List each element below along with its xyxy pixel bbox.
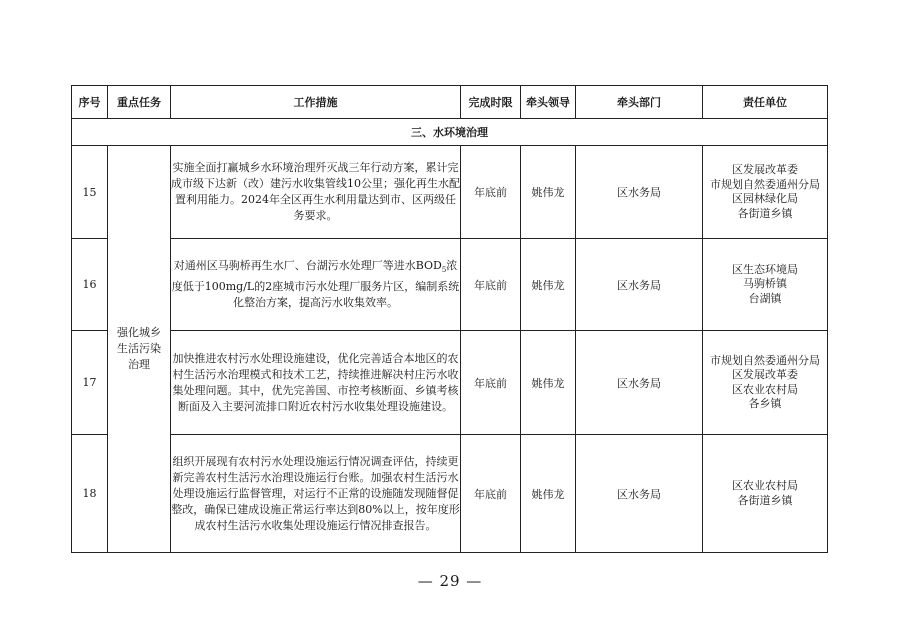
- table-row: [72, 146, 828, 239]
- row-lead-dept: 区水务局: [576, 146, 703, 239]
- header-measures: 工作措施: [171, 86, 461, 119]
- table-header-row: [72, 86, 828, 119]
- header-task: 重点任务: [108, 86, 171, 119]
- unit-item: 各乡镇: [748, 397, 782, 410]
- group-task: [108, 146, 171, 553]
- unit-item: 区发展改革委: [732, 368, 798, 381]
- unit-item: 区园林绿化局: [732, 192, 798, 205]
- row-leader: 姚伟龙: [521, 331, 576, 435]
- unit-item: 各街道乡镇: [737, 206, 793, 220]
- header-lead-dept: 牵头部门: [576, 86, 703, 119]
- unit-item: 区农业农村局: [732, 382, 798, 396]
- group-task-label: 强化城乡生活污染治理: [117, 326, 161, 371]
- unit-item: 区发展改革委: [732, 163, 798, 176]
- unit-item: 区生态环境局: [732, 262, 798, 276]
- measure-text: 对通州区马驹桥再生水厂、台湖污水处理厂等进水BOD: [173, 259, 442, 273]
- row-deadline: 年底前: [461, 239, 521, 331]
- row-leader: 姚伟龙: [521, 435, 576, 553]
- header-seq: 序号: [72, 86, 108, 119]
- table-row: [72, 239, 828, 331]
- unit-item: 市规划自然委通州分局: [710, 177, 820, 191]
- row-lead-dept: 区水务局: [576, 435, 703, 553]
- table-row: [72, 331, 828, 435]
- row-measure: 实施全面打赢城乡水环境治理歼灭战三年行动方案，累计完成市级下达新（改）建污水收集管线10公里；强化再生水配置利用能力。2024年全区再生水利用量达到市、区两级任务要求。: [171, 146, 461, 239]
- header-deadline: 完成时限: [461, 86, 521, 119]
- unit-item: 区农业农村局: [732, 479, 798, 492]
- row-lead-dept: 区水务局: [576, 239, 703, 331]
- section-title: 三、水环境治理: [72, 119, 828, 146]
- measure-text: 浓度低于100mg/L的2座城市污水处理厂服务片区，编制系统化整治方案，提高污水收集效率。: [171, 259, 460, 309]
- page-number: — 29 —: [417, 572, 483, 590]
- measure-subscript: 5: [441, 266, 447, 275]
- row-units: [703, 239, 828, 331]
- unit-item: 马驹桥镇: [743, 277, 787, 291]
- work-plan-table: [71, 85, 828, 553]
- row-units: [703, 146, 828, 239]
- row-seq: 18: [72, 435, 108, 553]
- header-leader: 牵头领导: [521, 86, 576, 119]
- row-seq: 17: [72, 331, 108, 435]
- table-row: [72, 435, 828, 553]
- unit-item: 台湖镇: [748, 291, 782, 305]
- row-lead-dept: 区水务局: [576, 331, 703, 435]
- unit-item: 市规划自然委通州分局: [710, 353, 820, 367]
- row-deadline: 年底前: [461, 435, 521, 553]
- row-seq: 15: [72, 146, 108, 239]
- unit-item: 各街道乡镇: [737, 493, 793, 507]
- row-units: [703, 435, 828, 553]
- row-deadline: 年底前: [461, 146, 521, 239]
- row-deadline: 年底前: [461, 331, 521, 435]
- row-leader: 姚伟龙: [521, 146, 576, 239]
- section-row: [72, 119, 828, 146]
- row-leader: 姚伟龙: [521, 239, 576, 331]
- header-units: 责任单位: [703, 86, 828, 119]
- row-seq: 16: [72, 239, 108, 331]
- row-units: [703, 331, 828, 435]
- row-measure: [171, 239, 461, 331]
- row-measure: 加快推进农村污水处理设施建设，优化完善适合本地区的农村生活污水治理模式和技术工艺，持续推进解决村庄污水收集处理问题。其中，优先完善国、市控考核断面、乡镇考核断面及入主要河流排口附近农村污水收集处理设施建设。: [171, 331, 461, 435]
- row-measure: 组织开展现有农村污水处理设施运行情况调查评估，持续更新完善农村生活污水治理设施运行台账。加强农村生活污水处理设施运行监督管理，对运行不正常的设施随发现随督促整改，确保已建成设施正常运行率达到80%以上，按年度形成农村生活污水收集处理设施运行情况排查报告。: [171, 435, 461, 553]
